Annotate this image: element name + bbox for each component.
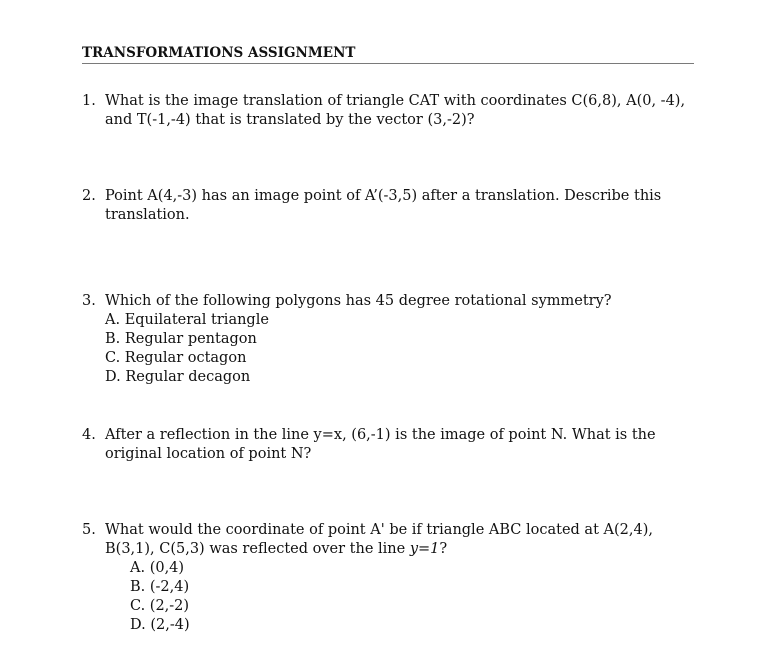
question-text: [105, 521, 702, 559]
question-number: 4.: [82, 427, 96, 443]
answer-options: [130, 559, 702, 635]
question-3: [82, 292, 702, 387]
question-number: 5.: [82, 522, 96, 538]
answer-option-d: D. Regular decagon: [105, 369, 251, 385]
question-1: [82, 92, 702, 130]
answer-option-b: B. (-2,4): [130, 579, 190, 595]
answer-option-a: A. (0,4): [130, 560, 185, 576]
question-5: [82, 521, 702, 635]
page-title: TRANSFORMATIONS ASSIGNMENT: [82, 45, 356, 61]
question-number: 2.: [82, 188, 96, 204]
question-number: 1.: [82, 93, 96, 109]
answer-option-a: A. Equilateral triangle: [105, 312, 269, 328]
question-text: After a reflection in the line y=x, (6,-1) is the image of point N. What is the original location of point N?: [105, 427, 656, 462]
answer-option-d: D. (2,-4): [130, 617, 190, 633]
question-text: Point A(4,-3) has an image point of A’(-3,5) after a translation. Describe this translation.: [105, 188, 662, 223]
answer-option-c: C. Regular octagon: [105, 350, 247, 366]
question-text-start: What would the coordinate of point A' be if triangle ABC located at A(2,4), B(3,1), C(5,3) was reflected over the line: [105, 522, 653, 557]
question-text-end: ?: [439, 541, 448, 557]
question-4: [82, 426, 702, 464]
question-2: [82, 187, 702, 225]
answer-option-c: C. (2,-2): [130, 598, 190, 614]
assignment-header: [82, 42, 694, 64]
question-text: Which of the following polygons has 45 degree rotational symmetry?: [105, 293, 612, 309]
question-number: 3.: [82, 293, 96, 309]
answer-option-b: B. Regular pentagon: [105, 331, 257, 347]
question-math-expression: y=1: [409, 541, 440, 557]
question-text: What is the image translation of triangle CAT with coordinates C(6,8), A(0, -4), and T(-1,-4) that is translated by the vector (3,-2)?: [105, 93, 686, 128]
